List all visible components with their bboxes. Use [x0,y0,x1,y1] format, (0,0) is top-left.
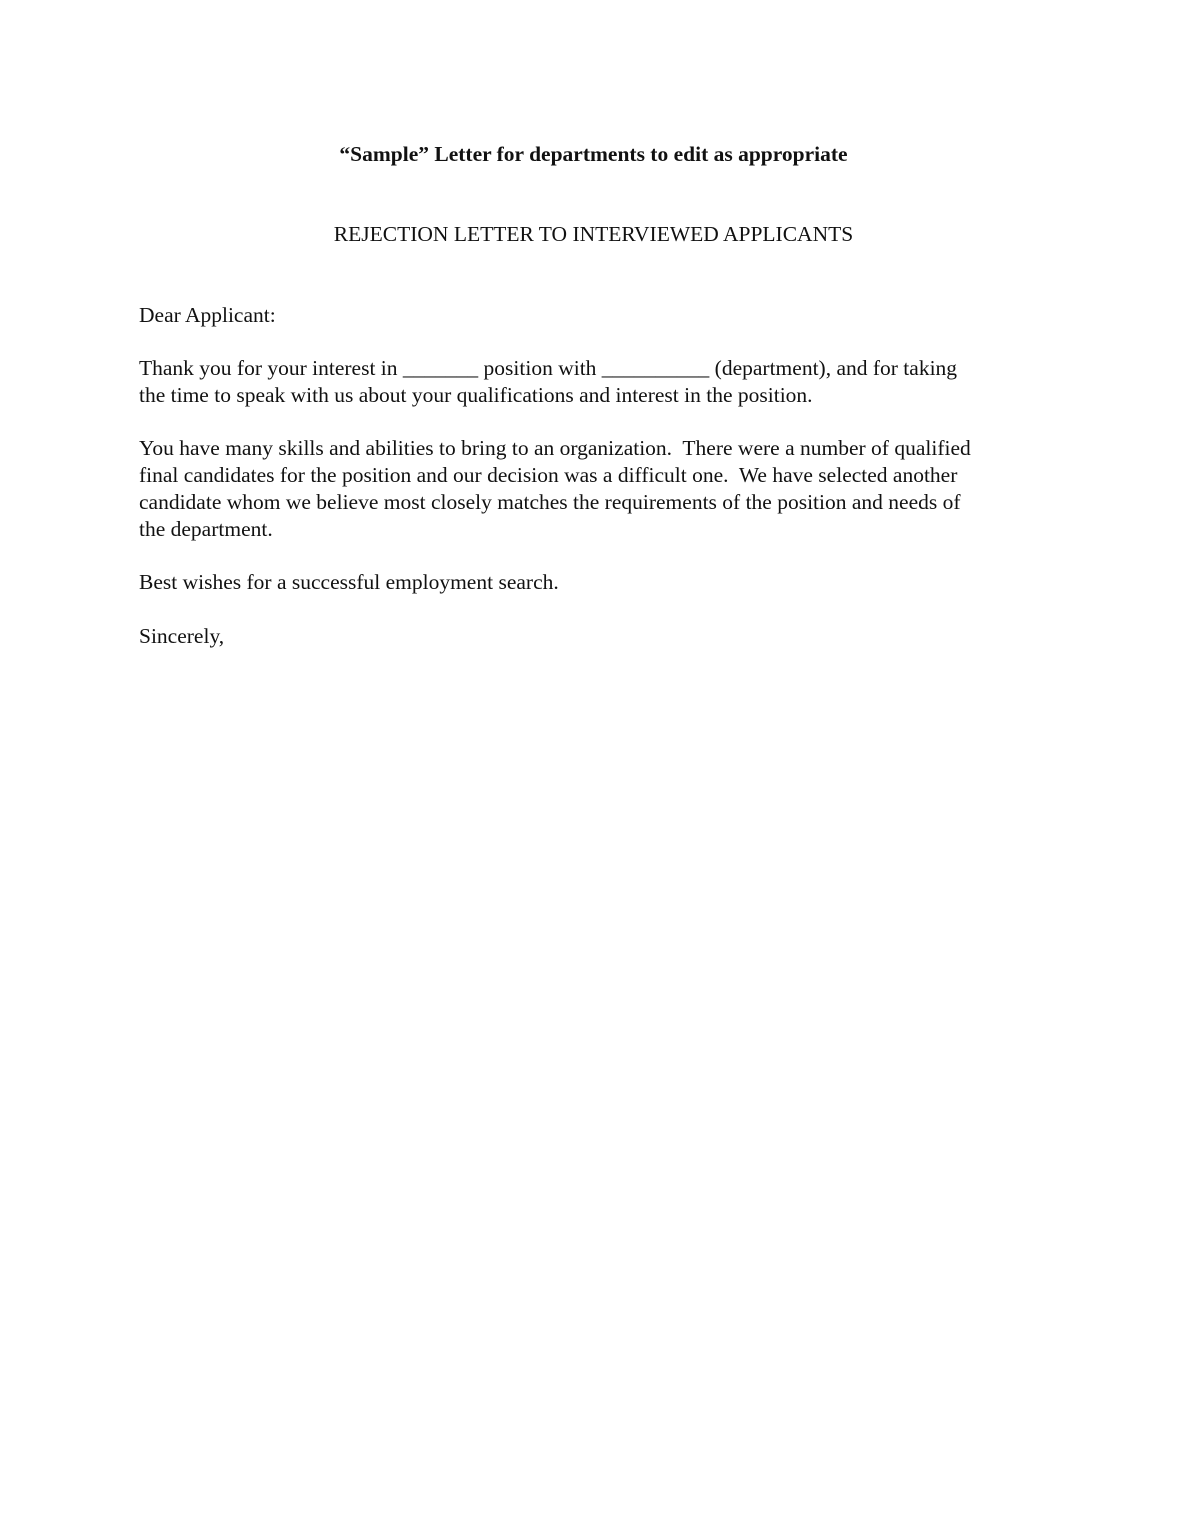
paragraph-line: Thank you for your interest in _______ position with __________ (department), and for taking [139,356,958,380]
paragraph-line: the time to speak with us about your qualifications and interest in the position. [139,383,813,407]
closing: Sincerely, [139,624,225,648]
paragraph-line: candidate whom we believe most closely matches the requirements of the position and needs of [139,490,961,514]
paragraph-line: Best wishes for a successful employment search. [139,570,559,594]
document-heading: “Sample” Letter for departments to edit as appropriate [339,142,848,166]
paragraph-line: You have many skills and abilities to bring to an organization. There were a number of qualified [139,436,971,460]
salutation: Dear Applicant: [139,303,276,327]
document-subheading: REJECTION LETTER TO INTERVIEWED APPLICANTS [333,222,854,246]
paragraph-line: the department. [139,517,273,541]
paragraph-line: final candidates for the position and our decision was a difficult one. We have selected another [139,463,958,487]
